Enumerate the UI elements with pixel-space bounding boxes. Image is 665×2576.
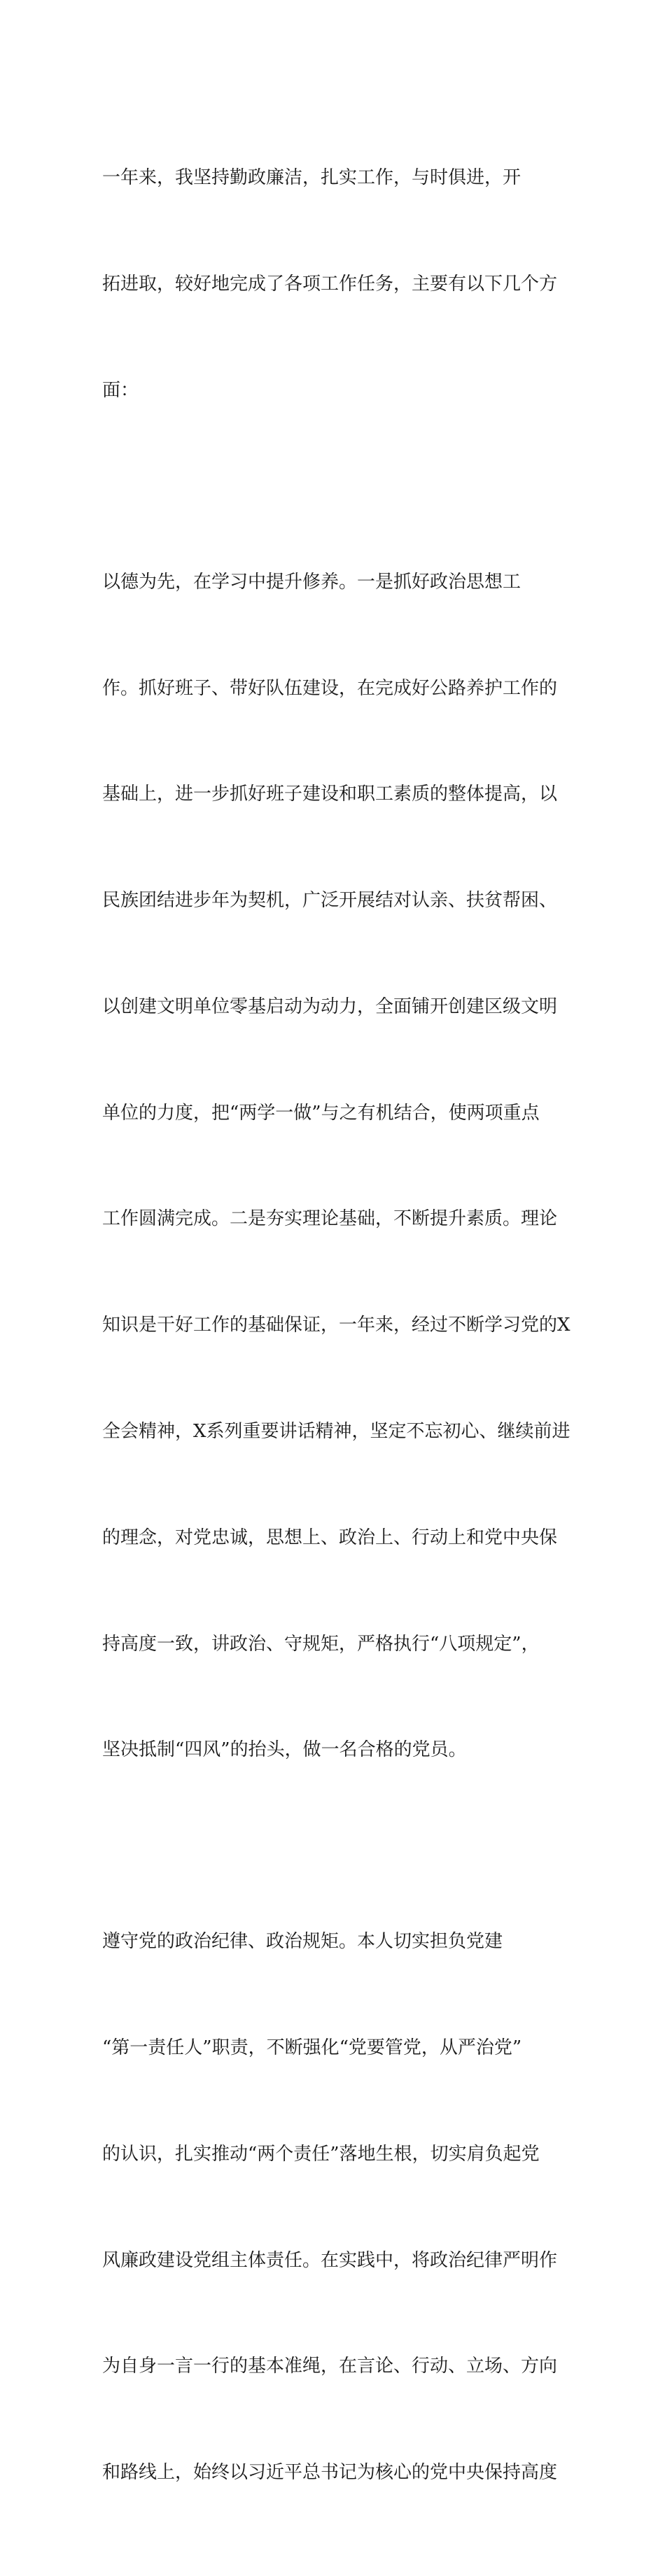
text-line: 拓进取，较好地完成了各项工作任务，主要有以下几个方 (102, 273, 558, 295)
paragraph-discipline (102, 1853, 567, 2561)
paragraph-intro (102, 90, 567, 479)
text-line: 基础上，进一步抓好班子建设和职工素质的整体提高，以 (102, 784, 558, 805)
text-line: 风廉政建设党组主体责任。在实践中，将政治纪律严明作 (102, 2249, 558, 2271)
text-line: 面： (102, 379, 139, 401)
text-line: 单位的力度，把“两学一做”与之有机结合，使两项重点 (102, 1102, 540, 1124)
text-line: 以创建文明单位零基启动为动力，全面铺开创建区级文明 (102, 996, 558, 1017)
document-body (102, 90, 570, 2576)
text-line: 持高度一致，讲政治、守规矩，严格执行“八项规定”， (102, 1633, 540, 1655)
text-line: 全会精神，X系列重要讲话精神，坚定不忘初心、继续前进 (102, 1420, 570, 1442)
text-line: 民族团结进步年为契机，广泛开展结对认亲、扶贫帮困、 (102, 890, 558, 912)
text-line: 为自身一言一行的基本准绳，在言论、行动、立场、方向 (102, 2356, 558, 2377)
text-line: 坚决抵制“四风”的抬头，做一名合格的党员。 (102, 1739, 467, 1761)
paragraph-study (102, 494, 570, 1839)
text-line: “第一责任人”职责，不断强化“党要管党，从严治党” (102, 2037, 522, 2059)
text-line: 以德为先，在学习中提升修养。一是抓好政治思想工 (102, 571, 522, 593)
text-line: 和路线上，始终以习近平总书记为核心的党中央保持高度 (102, 2462, 558, 2484)
text-line: 工作圆满完成。二是夯实理论基础，不断提升素质。理论 (102, 1208, 558, 1230)
text-line: 一年来，我坚持勤政廉洁，扎实工作，与时俱进，开 (102, 167, 522, 189)
text-line: 的理念，对党忠诚，思想上、政治上、行动上和党中央保 (102, 1527, 558, 1548)
text-line: 知识是干好工作的基础保证，一年来，经过不断学习党的X (102, 1315, 570, 1336)
text-line: 的认识，扎实推动“两个责任”落地生根，切实肩负起党 (102, 2143, 540, 2165)
text-line: 遵守党的政治纪律、政治规矩。本人切实担负党建 (102, 1931, 503, 1953)
text-line: 作。抓好班子、带好队伍建设，在完成好公路养护工作的 (102, 677, 558, 699)
